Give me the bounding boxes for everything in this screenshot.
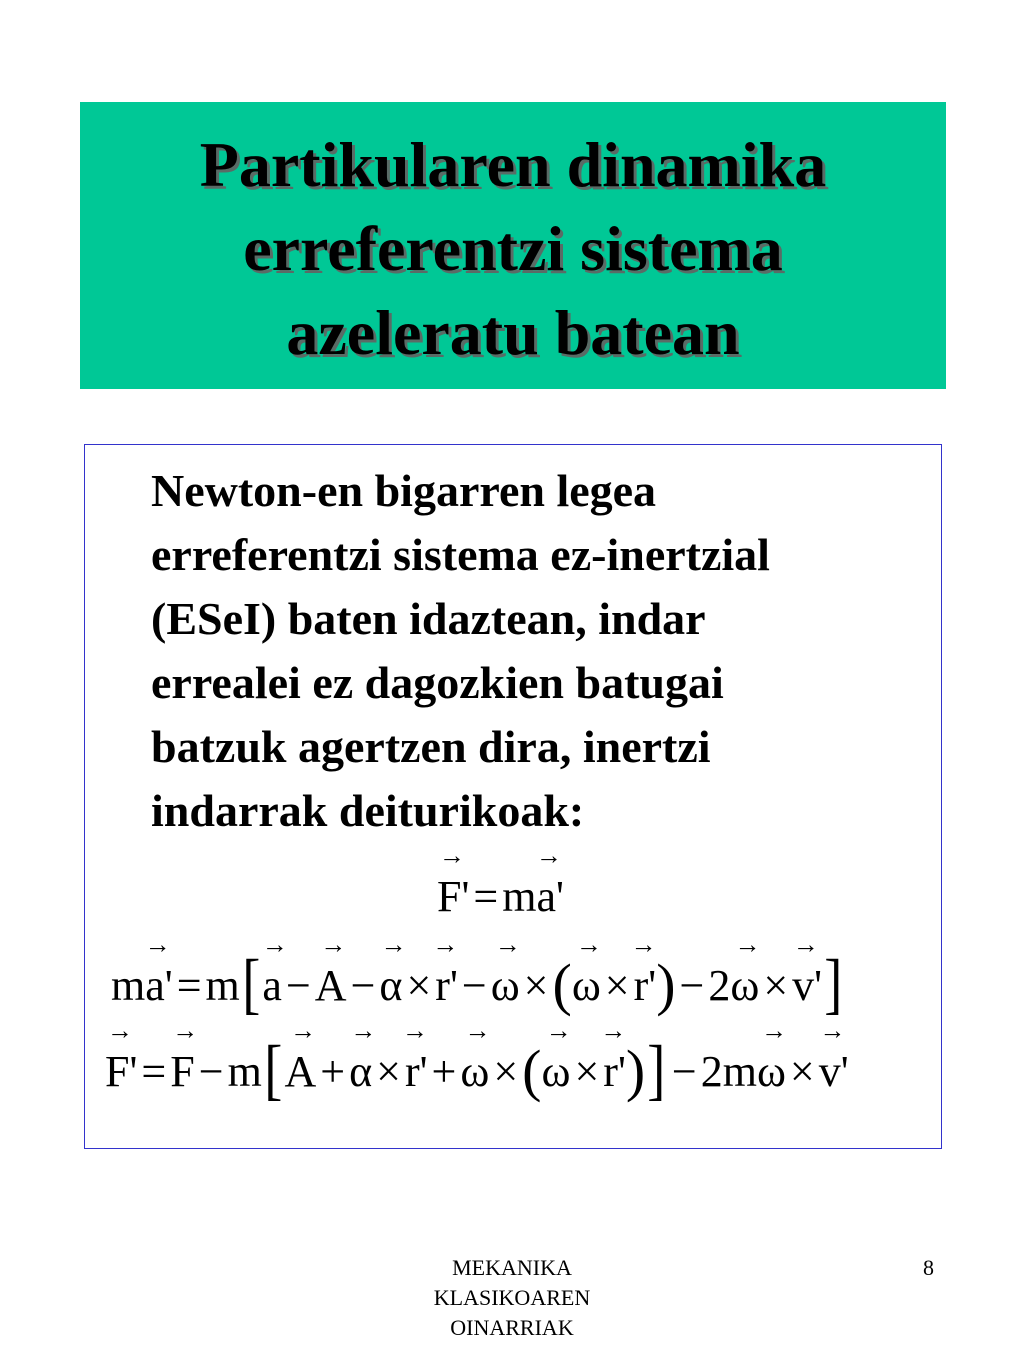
- page-number: 8: [923, 1255, 934, 1280]
- footer-line-1: MEKANIKA: [452, 1255, 572, 1280]
- body-line-3: (ESeI) baten idaztean, indar: [151, 593, 706, 644]
- body-paragraph: [151, 459, 911, 843]
- content-box: [84, 444, 942, 1149]
- formula-newton-noninertial: → F'=m→ a': [437, 869, 564, 925]
- footer-line-3: OINARRIAK: [450, 1315, 574, 1340]
- title-banner: [80, 102, 946, 389]
- title-line-1: Partikularen dinamika: [199, 128, 827, 200]
- formula-inertial-forces: → F'=→ F−m[→ A+→ α×→ r'+→ ω×(→ ω×→ r')] −2m→ ω×→ v': [105, 1041, 849, 1100]
- body-line-2: erreferentzi sistema ez-inertzial: [151, 529, 770, 580]
- body-line-1: Newton-en bigarren legea: [151, 465, 657, 516]
- title-line-3: azeleratu batean: [286, 296, 740, 368]
- formula-relative-acceleration: m→ a'=m[→ a−→ A−→ α×→ r'−→ ω×(→ ω×→ r')−2→ ω×→ v']: [111, 955, 845, 1014]
- footer-course-title: [412, 1253, 612, 1343]
- title-line-2: erreferentzi sistema: [243, 212, 783, 284]
- body-line-6: indarrak deiturikoak:: [151, 785, 585, 836]
- body-line-4: errealei ez dagozkien batugai: [151, 657, 724, 708]
- body-line-5: batzuk agertzen dira, inertzi: [151, 721, 711, 772]
- footer-line-2: KLASIKOAREN: [433, 1285, 591, 1310]
